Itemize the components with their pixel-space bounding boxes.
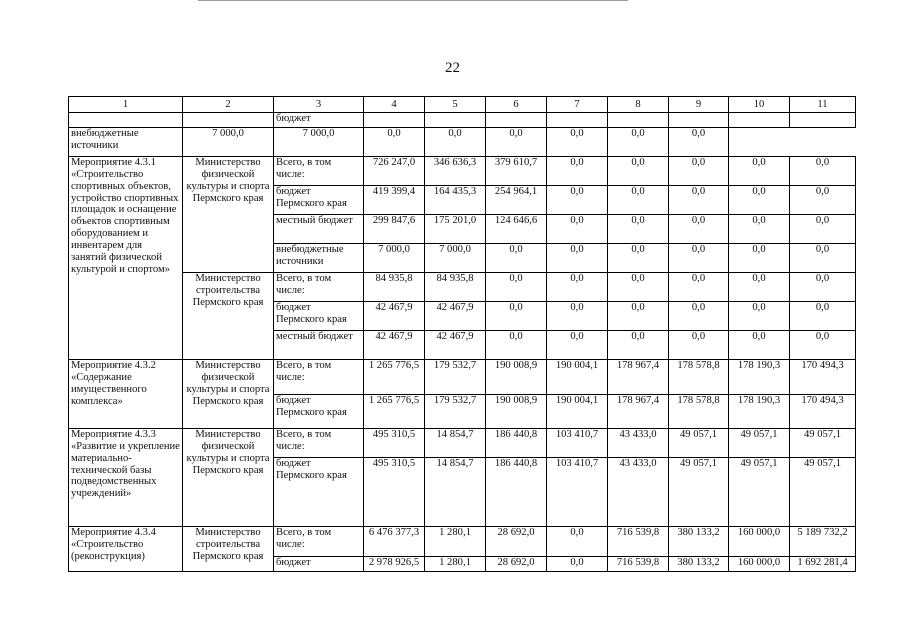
- amount-cell: 0,0: [729, 273, 790, 302]
- amount-cell: 1 280,1: [425, 557, 486, 572]
- amount-cell: 124 646,6: [486, 215, 547, 244]
- header-row: [69, 97, 856, 113]
- amount-cell: 28 692,0: [486, 527, 547, 557]
- amount-cell: 170 494,3: [790, 395, 856, 429]
- amount-cell: 178 578,8: [669, 395, 729, 429]
- event-cell: Мероприятие 4.3.2 «Содержание имущественного комплекса»: [69, 360, 183, 429]
- table-row: [69, 273, 856, 302]
- amount-cell: 0,0: [790, 186, 856, 215]
- amount-cell: 419 399,4: [364, 186, 425, 215]
- amount-cell: 299 847,6: [364, 215, 425, 244]
- amount-cell: 1 265 776,5: [364, 360, 425, 395]
- column-header: 7: [547, 97, 608, 113]
- amount-cell: 0,0: [425, 128, 486, 157]
- funding-source-cell: Всего, в том числе:: [274, 429, 364, 458]
- funding-source-cell: Всего, в том числе:: [274, 157, 364, 186]
- amount-cell: 7 000,0: [425, 244, 486, 273]
- amount-cell: [486, 113, 547, 128]
- funding-source-cell: Всего, в том числе:: [274, 273, 364, 302]
- amount-cell: 175 201,0: [425, 215, 486, 244]
- amount-cell: 178 190,3: [729, 395, 790, 429]
- amount-cell: 42 467,9: [425, 302, 486, 331]
- amount-cell: 179 532,7: [425, 395, 486, 429]
- amount-cell: 716 539,8: [608, 557, 669, 572]
- funding-source-cell: бюджет: [274, 113, 364, 128]
- amount-cell: 0,0: [547, 128, 608, 157]
- event-cell: Мероприятие 4.3.3 «Развитие и укрепление материально-технической базы подведомственных учреждений»: [69, 429, 183, 527]
- amount-cell: 170 494,3: [790, 360, 856, 395]
- amount-cell: 0,0: [669, 331, 729, 360]
- amount-cell: 7 000,0: [364, 244, 425, 273]
- amount-cell: 254 964,1: [486, 186, 547, 215]
- amount-cell: [669, 113, 729, 128]
- amount-cell: 178 967,4: [608, 360, 669, 395]
- funding-source-cell: местный бюджет: [274, 331, 364, 360]
- amount-cell: 0,0: [608, 273, 669, 302]
- amount-cell: 716 539,8: [608, 527, 669, 557]
- amount-cell: 0,0: [669, 244, 729, 273]
- amount-cell: [425, 113, 486, 128]
- amount-cell: 42 467,9: [425, 331, 486, 360]
- amount-cell: 0,0: [547, 527, 608, 557]
- amount-cell: 179 532,7: [425, 360, 486, 395]
- amount-cell: 0,0: [729, 302, 790, 331]
- amount-cell: 84 935,8: [364, 273, 425, 302]
- funding-source-cell: внебюджетные источники: [274, 244, 364, 273]
- amount-cell: 0,0: [729, 186, 790, 215]
- column-header: 11: [790, 97, 856, 113]
- amount-cell: 495 310,5: [364, 458, 425, 527]
- column-header: 3: [274, 97, 364, 113]
- executor-cell: Министерство физической культуры и спорта Пермского края: [183, 360, 274, 429]
- table-row: [69, 128, 856, 157]
- amount-cell: 0,0: [486, 331, 547, 360]
- amount-cell: 49 057,1: [790, 458, 856, 527]
- amount-cell: 0,0: [547, 186, 608, 215]
- amount-cell: 0,0: [669, 215, 729, 244]
- amount-cell: 178 190,3: [729, 360, 790, 395]
- amount-cell: 0,0: [790, 273, 856, 302]
- amount-cell: 178 578,8: [669, 360, 729, 395]
- amount-cell: 0,0: [790, 302, 856, 331]
- amount-cell: 49 057,1: [729, 429, 790, 458]
- column-header: 10: [729, 97, 790, 113]
- amount-cell: 42 467,9: [364, 331, 425, 360]
- amount-cell: [364, 113, 425, 128]
- financing-table: [68, 96, 856, 572]
- amount-cell: 190 008,9: [486, 360, 547, 395]
- column-header: 4: [364, 97, 425, 113]
- event-cell: Мероприятие 4.3.1 «Строительство спортивных объектов, устройство спортивных площадок и оснащение объектов спортивным оборудованием и инвентарем для занятий физической культурой и спортом»: [69, 157, 183, 360]
- amount-cell: 28 692,0: [486, 557, 547, 572]
- amount-cell: 0,0: [364, 128, 425, 157]
- amount-cell: 7 000,0: [183, 128, 274, 157]
- amount-cell: 0,0: [790, 331, 856, 360]
- amount-cell: 0,0: [669, 157, 729, 186]
- funding-source-cell: Всего, в том числе:: [274, 527, 364, 557]
- table-row: [69, 113, 856, 128]
- scan-edge-line: [198, 0, 628, 1]
- amount-cell: 0,0: [790, 215, 856, 244]
- amount-cell: 0,0: [547, 302, 608, 331]
- executor-cell: Министерство физической культуры и спорта Пермского края: [183, 157, 274, 273]
- amount-cell: 380 133,2: [669, 557, 729, 572]
- amount-cell: 0,0: [608, 244, 669, 273]
- amount-cell: 0,0: [669, 128, 729, 157]
- amount-cell: 0,0: [669, 186, 729, 215]
- amount-cell: 43 433,0: [608, 458, 669, 527]
- amount-cell: 160 000,0: [729, 527, 790, 557]
- funding-source-cell: местный бюджет: [274, 215, 364, 244]
- column-header: 2: [183, 97, 274, 113]
- amount-cell: 0,0: [729, 331, 790, 360]
- amount-cell: 1 265 776,5: [364, 395, 425, 429]
- column-header: 6: [486, 97, 547, 113]
- amount-cell: 178 967,4: [608, 395, 669, 429]
- funding-source-cell: внебюджетные источники: [69, 128, 183, 157]
- amount-cell: 0,0: [547, 331, 608, 360]
- amount-cell: 7 000,0: [274, 128, 364, 157]
- amount-cell: [547, 113, 608, 128]
- executor-cell: [183, 113, 274, 128]
- amount-cell: [608, 113, 669, 128]
- funding-source-cell: бюджет Пермского края: [274, 186, 364, 215]
- amount-cell: 1 280,1: [425, 527, 486, 557]
- amount-cell: 190 008,9: [486, 395, 547, 429]
- amount-cell: 103 410,7: [547, 429, 608, 458]
- amount-cell: 0,0: [547, 244, 608, 273]
- amount-cell: 0,0: [669, 302, 729, 331]
- amount-cell: 49 057,1: [669, 458, 729, 527]
- amount-cell: 0,0: [729, 215, 790, 244]
- amount-cell: 0,0: [608, 186, 669, 215]
- amount-cell: 0,0: [608, 331, 669, 360]
- amount-cell: 380 133,2: [669, 527, 729, 557]
- amount-cell: 160 000,0: [729, 557, 790, 572]
- funding-source-cell: бюджет Пермского края: [274, 395, 364, 429]
- column-header: 9: [669, 97, 729, 113]
- funding-source-cell: бюджет Пермского края: [274, 458, 364, 527]
- amount-cell: 0,0: [669, 273, 729, 302]
- amount-cell: 43 433,0: [608, 429, 669, 458]
- amount-cell: 0,0: [608, 302, 669, 331]
- event-cell: Мероприятие 4.3.4 «Строительство (реконструкция): [69, 527, 183, 572]
- amount-cell: 164 435,3: [425, 186, 486, 215]
- amount-cell: 0,0: [547, 273, 608, 302]
- amount-cell: 495 310,5: [364, 429, 425, 458]
- column-header: 8: [608, 97, 669, 113]
- table-row: [69, 157, 856, 186]
- amount-cell: 42 467,9: [364, 302, 425, 331]
- amount-cell: 186 440,8: [486, 429, 547, 458]
- amount-cell: 379 610,7: [486, 157, 547, 186]
- executor-cell: Министерство физической культуры и спорта Пермского края: [183, 429, 274, 527]
- table-row: [69, 429, 856, 458]
- executor-cell: Министерство строительства Пермского края: [183, 273, 274, 360]
- amount-cell: 14 854,7: [425, 429, 486, 458]
- amount-cell: 6 476 377,3: [364, 527, 425, 557]
- amount-cell: 49 057,1: [669, 429, 729, 458]
- amount-cell: 1 692 281,4: [790, 557, 856, 572]
- funding-source-cell: Всего, в том числе:: [274, 360, 364, 395]
- amount-cell: 0,0: [547, 157, 608, 186]
- page-number: 22: [445, 60, 460, 76]
- amount-cell: 0,0: [486, 244, 547, 273]
- amount-cell: 0,0: [608, 215, 669, 244]
- amount-cell: 0,0: [608, 128, 669, 157]
- amount-cell: 0,0: [729, 244, 790, 273]
- amount-cell: 0,0: [608, 157, 669, 186]
- amount-cell: 0,0: [486, 273, 547, 302]
- amount-cell: [729, 113, 790, 128]
- amount-cell: 0,0: [486, 302, 547, 331]
- amount-cell: 0,0: [547, 557, 608, 572]
- column-header: 5: [425, 97, 486, 113]
- amount-cell: 0,0: [790, 244, 856, 273]
- amount-cell: 14 854,7: [425, 458, 486, 527]
- amount-cell: 190 004,1: [547, 360, 608, 395]
- amount-cell: 5 189 732,2: [790, 527, 856, 557]
- amount-cell: 0,0: [729, 157, 790, 186]
- amount-cell: 0,0: [547, 215, 608, 244]
- amount-cell: 346 636,3: [425, 157, 486, 186]
- amount-cell: 84 935,8: [425, 273, 486, 302]
- table-row: [69, 360, 856, 395]
- amount-cell: 49 057,1: [790, 429, 856, 458]
- amount-cell: 186 440,8: [486, 458, 547, 527]
- amount-cell: 190 004,1: [547, 395, 608, 429]
- funding-source-cell: бюджет Пермского края: [274, 302, 364, 331]
- amount-cell: [790, 113, 856, 128]
- event-cell: [69, 113, 183, 128]
- amount-cell: 2 978 926,5: [364, 557, 425, 572]
- amount-cell: 49 057,1: [729, 458, 790, 527]
- executor-cell: Министерство строительства Пермского края: [183, 527, 274, 572]
- amount-cell: 0,0: [486, 128, 547, 157]
- amount-cell: 103 410,7: [547, 458, 608, 527]
- table-row: [69, 527, 856, 557]
- column-header: 1: [69, 97, 183, 113]
- funding-source-cell: бюджет: [274, 557, 364, 572]
- amount-cell: 726 247,0: [364, 157, 425, 186]
- amount-cell: 0,0: [790, 157, 856, 186]
